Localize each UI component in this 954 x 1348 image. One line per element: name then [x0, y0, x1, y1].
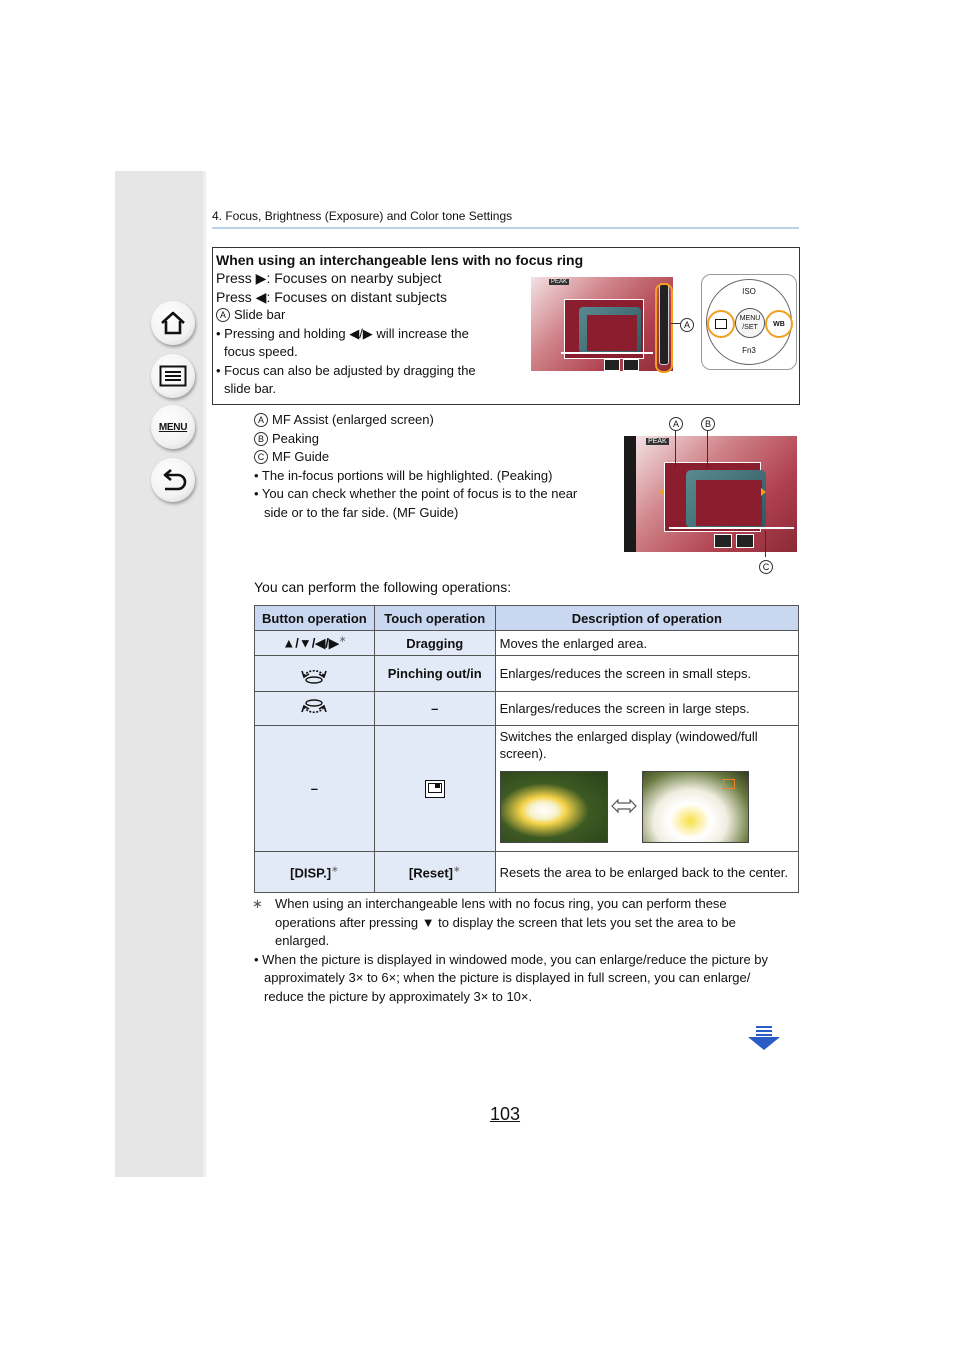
mf-guide-bar — [561, 352, 653, 354]
table-row — [255, 656, 799, 692]
slide-bar-legend — [216, 306, 285, 324]
callout-b-marker: B — [701, 417, 715, 431]
callout-line-2b — [707, 431, 708, 469]
fullscreen-icon-2[interactable] — [736, 534, 754, 548]
peak-indicator-2: PEAK — [648, 438, 667, 445]
screen2-callout-c — [759, 558, 777, 576]
contents-button[interactable] — [151, 354, 195, 398]
fullscreen-icon[interactable] — [623, 359, 639, 371]
legend-b-label: Peaking — [272, 431, 319, 446]
zoom-note-line2: approximately 3× to 6×; when the picture is displayed in full screen, you can enlarge/ — [264, 970, 751, 985]
slide-bar-label: Slide bar — [234, 307, 286, 322]
zoom-note-line1: • When the picture is displayed in windowed mode, you can enlarge/reduce the picture by — [254, 952, 769, 967]
legend-a-marker: A — [254, 413, 268, 427]
row1-button — [255, 631, 375, 656]
row1-desc: Moves the enlarged area. — [495, 631, 798, 656]
fullscreen-display-image — [642, 771, 749, 843]
left-button-highlight[interactable] — [707, 310, 735, 338]
row5-asterisk-2: ∗ — [452, 863, 461, 874]
mf-guide-bar-2 — [669, 527, 794, 529]
bullet-hold: • Pressing and holding ◀/▶ will increase the — [216, 326, 469, 341]
header-touch-operation: Touch operation — [374, 606, 495, 631]
callout-c-marker: C — [759, 560, 773, 574]
label-a-marker: A — [216, 308, 230, 322]
list-icon — [159, 365, 187, 387]
windowed-display-image — [500, 771, 608, 843]
mf-guide-bullet: • You can check whether the point of focus is to the near — [254, 486, 578, 501]
header-description: Description of operation — [495, 606, 798, 631]
menu-label: MENU — [158, 421, 188, 433]
screen-callout-a — [680, 316, 698, 334]
row5-button — [255, 852, 375, 893]
right-arrow-indicator — [761, 488, 766, 496]
next-page-arrow-icon[interactable] — [748, 1026, 780, 1050]
window-icon-2[interactable] — [714, 534, 732, 548]
callout-line-2a — [675, 431, 676, 469]
cursor-buttons-label: ▲/▼/◀/▶ — [282, 635, 339, 651]
table-row — [255, 692, 799, 726]
front-dial-icon — [299, 698, 329, 720]
star-note-line2: operations after pressing ▼ to display the screen that lets you set the area to be — [275, 915, 736, 930]
row3-touch: – — [374, 692, 495, 726]
camera-screen-mf-assist — [624, 436, 797, 552]
row4-desc — [495, 726, 798, 852]
display-comparison — [500, 771, 794, 845]
row4-desc-text: Switches the enlarged display (windowed/full screen). — [499, 729, 758, 761]
af-mode-icon — [715, 319, 727, 329]
operations-intro: You can perform the following operations: — [254, 579, 512, 595]
legend-mf-assist — [254, 411, 434, 429]
row5-touch — [374, 852, 495, 893]
screen2-callout-b — [701, 415, 719, 433]
bullet-hold-cont: focus speed. — [224, 344, 298, 359]
reset-label: [Reset] — [408, 865, 453, 881]
rear-dial-icon — [299, 663, 329, 685]
home-icon — [159, 310, 187, 336]
legend-peaking — [254, 430, 319, 448]
menu-set-label-top: MENU — [739, 315, 761, 322]
operations-table — [254, 605, 799, 893]
control-dial-panel — [701, 274, 797, 370]
window-icon[interactable] — [604, 359, 620, 371]
menu-set-label-bottom: /SET — [742, 324, 758, 331]
double-arrow-icon — [611, 799, 637, 813]
screen2-callout-a — [669, 415, 687, 433]
page-number: 103 — [490, 1104, 521, 1124]
row3-desc: Enlarges/reduces the screen in large steps. — [495, 692, 798, 726]
slide-bar-highlight — [655, 283, 673, 373]
home-button[interactable] — [151, 301, 195, 345]
callout-marker: A — [680, 318, 694, 332]
menu-set-button[interactable] — [735, 308, 765, 338]
header-rule — [212, 227, 799, 229]
row4-touch — [374, 726, 495, 852]
iso-label: ISO — [742, 287, 756, 296]
back-button[interactable] — [151, 458, 195, 502]
row5-asterisk-1: ∗ — [331, 863, 339, 874]
press-right-text: Press ▶: Focuses on nearby subject — [216, 270, 442, 286]
table-row — [255, 852, 799, 893]
row1-asterisk: ∗ — [338, 634, 347, 645]
position-marker — [723, 779, 735, 789]
camera-screen-slide-bar — [531, 277, 673, 371]
fn3-label: Fn3 — [742, 346, 756, 355]
legend-mf-guide — [254, 448, 329, 466]
sidebar-edge — [203, 171, 206, 1177]
row1-touch: Dragging — [374, 631, 495, 656]
header-button-operation: Button operation — [255, 606, 375, 631]
disp-label: [DISP.] — [290, 865, 332, 881]
table-row — [255, 631, 799, 656]
table-header-row — [255, 606, 799, 631]
window-toggle-icon[interactable] — [425, 780, 445, 798]
peaking-bullet: • The in-focus portions will be highlighted. (Peaking) — [254, 468, 553, 483]
row2-desc: Enlarges/reduces the screen in small steps. — [495, 656, 798, 692]
callout-a-marker: A — [669, 417, 683, 431]
zoom-note-line3: reduce the picture by approximately 3× to 10×. — [264, 989, 533, 1004]
menu-button[interactable] — [151, 405, 195, 449]
legend-c-marker: C — [254, 450, 268, 464]
legend-c-label: MF Guide — [272, 449, 330, 464]
row3-button — [255, 692, 375, 726]
legend-b-marker: B — [254, 432, 268, 446]
bullet-drag-cont: slide bar. — [224, 381, 277, 396]
star-note-line1: When using an interchangeable lens with no focus ring, you can perform these — [275, 896, 727, 911]
box-title: When using an interchangeable lens with no focus ring — [216, 252, 584, 268]
callout-line-2c — [765, 531, 766, 557]
legend-a-label: MF Assist (enlarged screen) — [272, 412, 434, 427]
row5-desc: Resets the area to be enlarged back to the center. — [495, 852, 798, 893]
row4-button: – — [255, 726, 375, 852]
press-left-text: Press ◀: Focuses on distant subjects — [216, 289, 447, 305]
star-note-line3: enlarged. — [275, 933, 330, 948]
mf-guide-bullet-cont: side or to the far side. (MF Guide) — [264, 505, 459, 520]
star-note-mark: ∗ — [252, 896, 263, 911]
return-icon — [159, 467, 187, 493]
peak-indicator: PEAK — [551, 279, 568, 285]
wb-label: WB — [773, 320, 785, 328]
breadcrumb: 4. Focus, Brightness (Exposure) and Color tone Settings — [212, 209, 513, 223]
table-row — [255, 726, 799, 852]
row2-touch: Pinching out/in — [374, 656, 495, 692]
bullet-drag: • Focus can also be adjusted by dragging the — [216, 363, 476, 378]
wb-button-highlight[interactable] — [765, 310, 793, 338]
left-arrow-indicator — [659, 488, 664, 496]
row2-button — [255, 656, 375, 692]
